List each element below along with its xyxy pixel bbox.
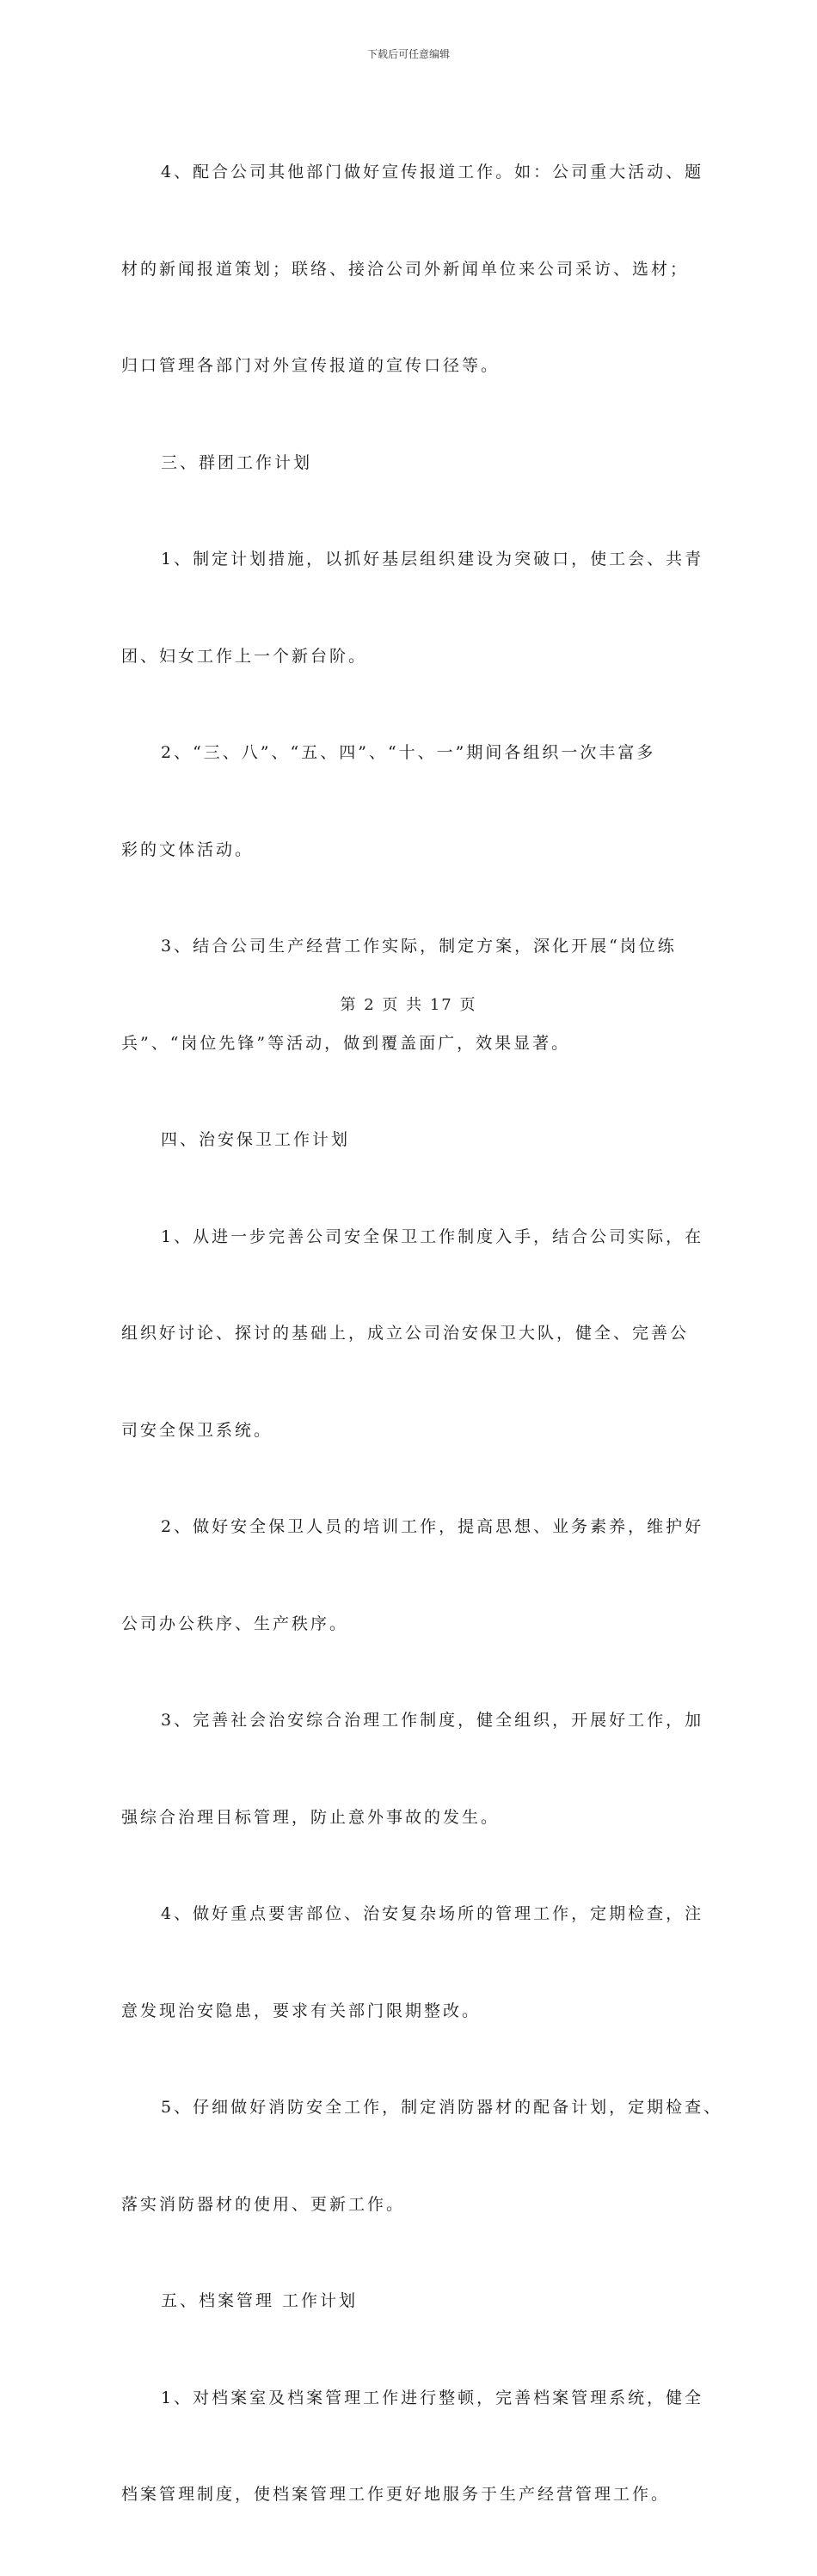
text-line: 1、从进一步完善公司安全保卫工作制度入手，结合公司实际，在	[161, 1227, 704, 1246]
section-heading-zhian: 四、治安保卫工作计划	[161, 1130, 351, 1149]
document-text	[121, 92, 723, 2576]
text-line: 1、对档案室及档案管理工作进行整顿，完善档案管理系统，健全	[161, 2388, 704, 2407]
text-line: 归口管理各部门对外宣传报道的宣传口径等。	[121, 356, 501, 375]
text-line: 公司办公秩序、生产秩序。	[121, 1614, 349, 1633]
text-line: 兵”、“岗位先锋”等活动，做到覆盖面广，效果显著。	[121, 1033, 571, 1053]
text-line: 4、做好重点要害部位、治安复杂场所的管理工作，定期检查，注	[161, 1904, 704, 1923]
text-line: 团、妇女工作上一个新台阶。	[121, 646, 368, 666]
text-line: 彩的文体活动。	[121, 839, 255, 859]
text-line: 4、配合公司其他部门做好宣传报道工作。如：公司重大活动、题	[161, 163, 704, 181]
page-header: 下载后可任意编辑	[366, 48, 450, 60]
document-body	[121, 92, 723, 2576]
text-line: 司安全保卫系统。	[121, 1420, 273, 1440]
section-heading-qunntuan: 三、群团工作计划	[161, 452, 313, 472]
text-line: 落实消防器材的使用、更新工作。	[121, 2194, 406, 2214]
text-line: 意发现治安隐患，要求有关部门限期整改。	[121, 2001, 482, 2020]
text-line: 材的新闻报道策划；联络、接洽公司外新闻单位来公司采访、选材；	[121, 259, 690, 279]
text-line: 2、“三、八”、“五、四”、“十、一”期间各组织一次丰富多	[161, 743, 656, 762]
page-number-footer: 第 2 页 共 17 页	[340, 996, 477, 1014]
section-heading-dangan: 五、档案管理 工作计划	[161, 2291, 359, 2310]
text-line: 5、仔细做好消防安全工作，制定消防器材的配备计划，定期检查、	[161, 2098, 723, 2117]
text-line: 强综合治理目标管理，防止意外事故的发生。	[121, 1807, 501, 1827]
text-line: 3、完善社会治安综合治理工作制度，健全组织，开展好工作，加	[161, 1711, 704, 1730]
text-line: 组织好讨论、探讨的基础上，成立公司治安保卫大队，健全、完善公	[121, 1324, 690, 1343]
text-line: 1、制定计划措施，以抓好基层组织建设为突破口，使工会、共青	[161, 550, 704, 569]
text-line: 档案管理制度，使档案管理工作更好地服务于生产经营管理工作。	[121, 2485, 671, 2504]
text-line: 2、做好安全保卫人员的培训工作，提高思想、业务素养，维护好	[161, 1517, 704, 1536]
text-line: 3、结合公司生产经营工作实际，制定方案，深化开展“岗位练	[161, 937, 677, 956]
